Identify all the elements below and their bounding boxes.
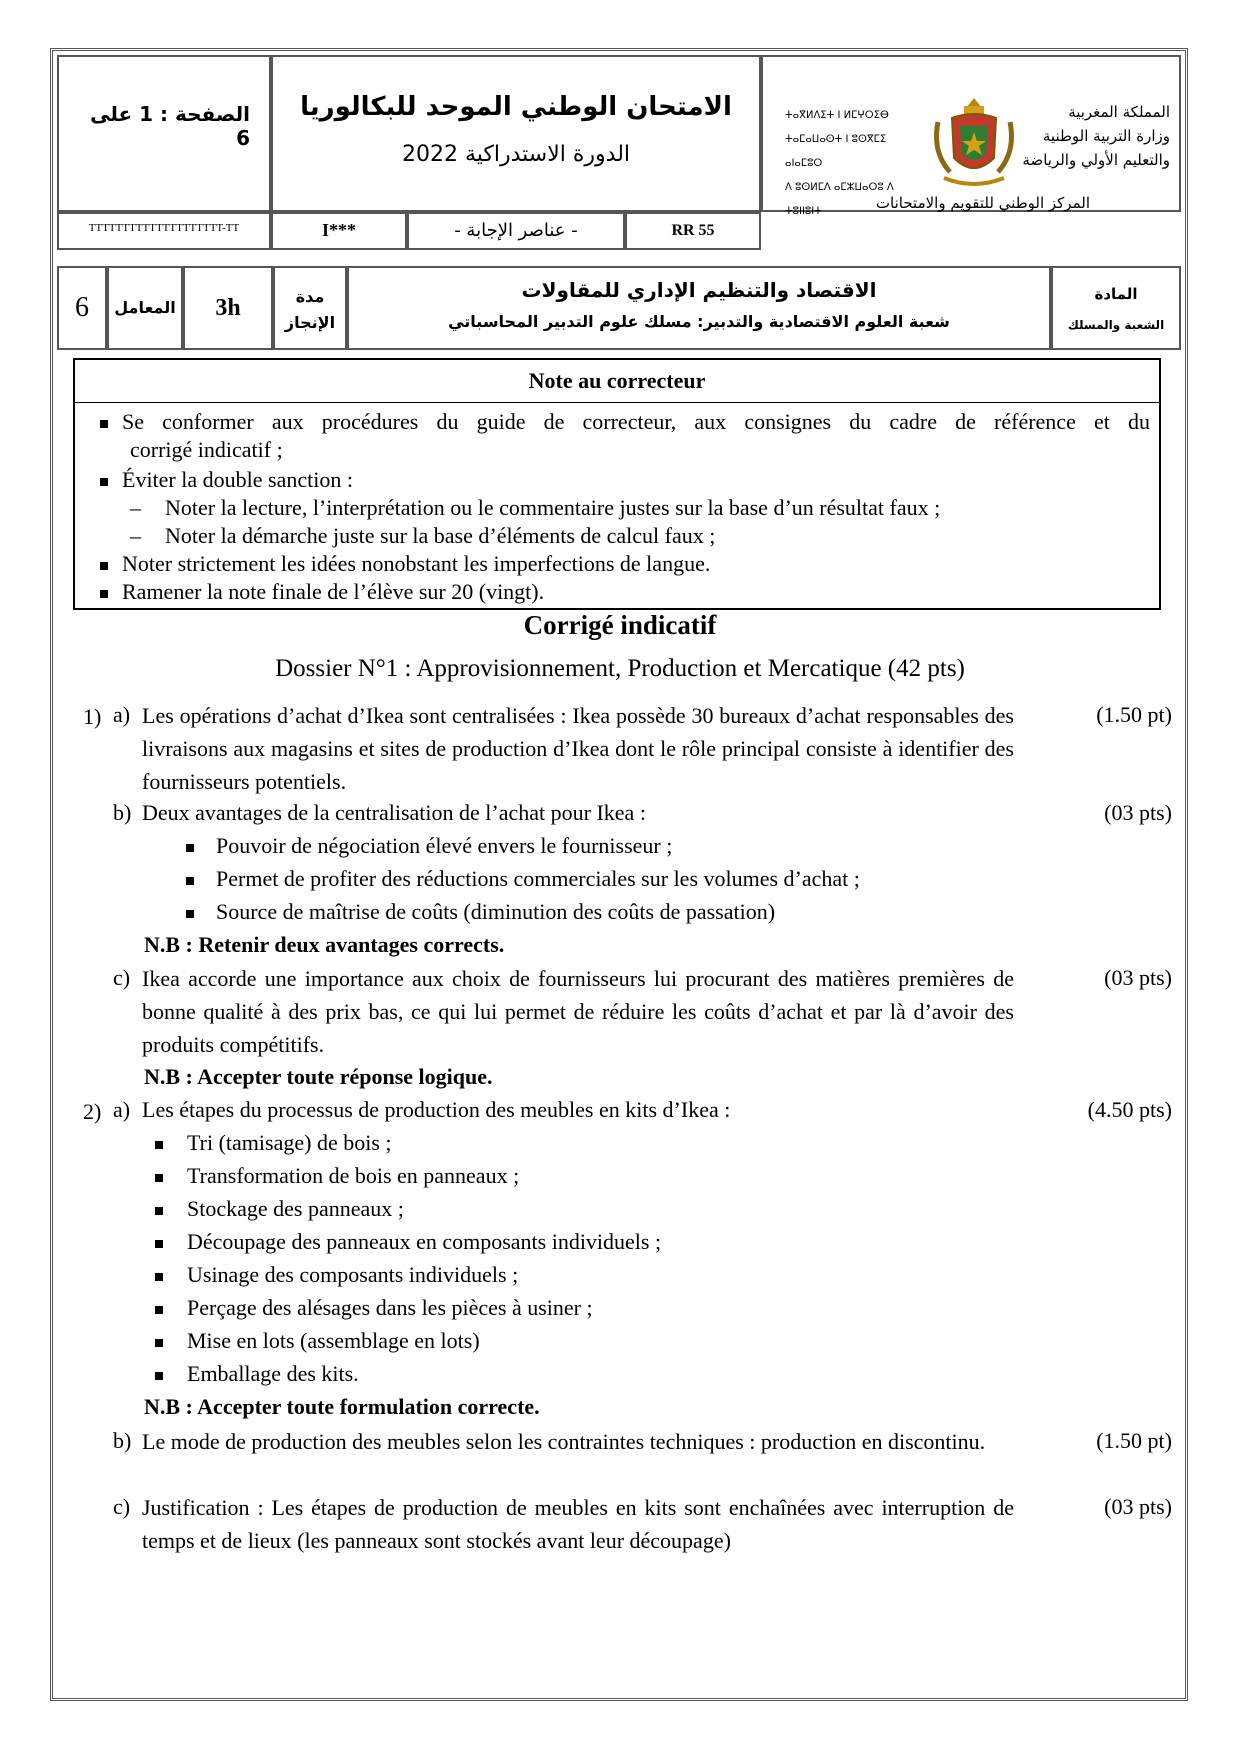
- bullet-icon: [155, 1339, 163, 1347]
- duration-label-1: مدة: [295, 287, 325, 306]
- q2a-item-text: Transformation de bois en panneaux ;: [187, 1163, 520, 1188]
- code-i: I***: [321, 220, 356, 240]
- q2a-item-6: [155, 1293, 593, 1323]
- q2a-item-4: [155, 1227, 661, 1257]
- q2a-item-text: Découpage des panneaux en composants individuels ;: [187, 1229, 662, 1254]
- q1b-item-text: Source de maîtrise de coûts (diminution des coûts de passation): [216, 899, 776, 924]
- note-subitem-2: [130, 522, 715, 550]
- note-subitem-text: Noter la lecture, l’interprétation ou le commentaire justes sur la base d’un résultat faux ;: [165, 495, 941, 520]
- q1a-text: Les opérations d’achat d’Ikea sont centralisées : Ikea possède 30 bureaux d’achat responsables des livraisons aux magasins et sites de production d’Ikea dont le rôle principal consiste à identifier des fournisseurs potentiels.: [142, 703, 1014, 794]
- note-item-text: Ramener la note finale de l’élève sur 20 (vingt).: [122, 579, 545, 604]
- exam-title: الامتحان الوطني الموحد للبكالوريا: [300, 92, 732, 122]
- bullet-icon: [155, 1174, 163, 1182]
- page-label: الصفحة : 1 على 6: [90, 102, 250, 150]
- ministry-center: المركز الوطني للتقويم والامتحانات: [875, 194, 1090, 212]
- q1b-label: b): [113, 800, 132, 825]
- bullet-icon: [155, 1141, 163, 1149]
- q2b-label: b): [113, 1428, 132, 1453]
- q2a-item-3: [155, 1194, 404, 1224]
- q2a-item-text: Mise en lots (assemblage en lots): [187, 1328, 480, 1353]
- q1b-points: (03 pts): [1104, 800, 1172, 825]
- bullet-icon: [100, 420, 108, 428]
- bullet-icon: [100, 478, 108, 486]
- q2a-item-1: [155, 1128, 392, 1158]
- q2c-text: Justification : Les étapes de production de meubles en kits sont enchaînées avec interruption de temps et de lieux (les panneaux sont stockés avant leur découpage): [142, 1495, 1014, 1553]
- ministry-line-1: المملكة المغربية: [1068, 103, 1170, 121]
- q1b-item-2: [186, 864, 860, 894]
- ministry-line-2: وزارة التربية الوطنية: [1042, 127, 1170, 145]
- dash-icon: –: [130, 523, 141, 548]
- q2a-nb: N.B : Accepter toute formulation correcte.: [144, 1394, 540, 1419]
- bullet-icon: [155, 1372, 163, 1380]
- q1b-item-3: [186, 897, 775, 927]
- note-item-1-cont: corrigé indicatif ;: [130, 437, 283, 462]
- q2c-label: c): [113, 1494, 131, 1519]
- note-subitem-1: [130, 494, 940, 522]
- q2a-label: a): [113, 1097, 131, 1122]
- q2a-item-8: [155, 1359, 359, 1389]
- q1c-points: (03 pts): [1104, 965, 1172, 990]
- note-item-2: [100, 466, 353, 494]
- bullet-icon: [100, 562, 108, 570]
- corrige-title: Corrigé indicatif: [523, 610, 717, 640]
- note-item-1: [100, 408, 1150, 436]
- duration-value: 3h: [215, 295, 241, 321]
- coef-value: 6: [75, 292, 89, 323]
- note-item-4: [100, 578, 544, 606]
- bullet-icon: [186, 910, 194, 918]
- tifinagh-line-1: ⵜⴰⴳⵍⴷⵉⵜ ⵏ ⵍⵎⵖⵔⵉⴱ: [785, 110, 889, 121]
- bullet-icon: [155, 1273, 163, 1281]
- q1b-nb: N.B : Retenir deux avantages corrects.: [144, 932, 505, 957]
- bullet-icon: [155, 1207, 163, 1215]
- q1c-nb: N.B : Accepter toute réponse logique.: [144, 1064, 493, 1089]
- ministry-arabic: [1020, 100, 1170, 172]
- royal-emblem-icon: [930, 92, 1018, 192]
- code-rr: RR 55: [671, 222, 715, 239]
- q1a-label: a): [113, 702, 131, 727]
- q1b-text: Deux avantages de la centralisation de l’achat pour Ikea :: [142, 800, 646, 825]
- q2b-text: Le mode de production des meubles selon les contraintes techniques : production en discontinu.: [142, 1429, 986, 1454]
- answer-elements: - عناصر الإجابة -: [454, 220, 578, 241]
- note-item-3: [100, 550, 710, 578]
- note-item-text: Noter strictement les idées nonobstant les imperfections de langue.: [122, 551, 711, 576]
- q2a-item-7: [155, 1326, 480, 1356]
- q2-number: 2): [83, 1099, 102, 1124]
- bullet-icon: [155, 1240, 163, 1248]
- q2a-item-5: [155, 1260, 518, 1290]
- q2c-points: (03 pts): [1104, 1494, 1172, 1519]
- q2a-item-text: Tri (tamisage) de bois ;: [187, 1130, 392, 1155]
- subject-label-cell: [1051, 266, 1181, 350]
- q2a-item-text: Stockage des panneaux ;: [187, 1196, 404, 1221]
- bullet-icon: [186, 844, 194, 852]
- coef-label: المعامل: [114, 298, 176, 317]
- note-item-text: Éviter la double sanction :: [122, 467, 353, 492]
- subject-name: الاقتصاد والتنظيم الإداري للمقاولات: [521, 278, 877, 302]
- note-title: Note au correcteur: [75, 360, 1159, 403]
- q2a-item-text: Emballage des kits.: [187, 1361, 359, 1386]
- q1c-text: Ikea accorde une importance aux choix de fournisseurs lui procurant des matières premières de bonne qualité à des prix bas, ce qui lui permet de réduire les coûts d’achat et par là d’avoir des produits compétitifs.: [142, 966, 1014, 1057]
- q1b-item-text: Pouvoir de négociation élevé envers le fournisseur ;: [216, 833, 673, 858]
- q2a-item-2: [155, 1161, 519, 1191]
- bullet-icon: [155, 1306, 163, 1314]
- branch-label: الشعبة والمسلك: [1067, 318, 1165, 332]
- subject-label: المادة: [1094, 285, 1138, 303]
- q1b-item-text: Permet de profiter des réductions commerciales sur les volumes d’achat ;: [216, 866, 860, 891]
- dash-icon: –: [130, 495, 141, 520]
- q2a-item-text: Perçage des alésages dans les pièces à usiner ;: [187, 1295, 593, 1320]
- q2a-item-text: Usinage des composants individuels ;: [187, 1262, 519, 1287]
- bullet-icon: [186, 877, 194, 885]
- tifinagh-line-2: ⵜⴰⵎⴰⵡⴰⵙⵜ ⵏ ⵓⵙⴳⵎⵉ ⴰⵏⴰⵎⵓⵔ: [785, 134, 887, 169]
- note-subitem-text: Noter la démarche juste sur la base d’éléments de calcul faux ;: [165, 523, 716, 548]
- q1c-label: c): [113, 965, 131, 990]
- header-title-cell: [271, 55, 761, 212]
- q2a-text: Les étapes du processus de production des meubles en kits d’Ikea :: [142, 1097, 731, 1122]
- bullet-icon: [100, 590, 108, 598]
- branch-name: شعبة العلوم الاقتصادية والتدبير: مسلك علوم التدبير المحاسباتي: [448, 312, 950, 331]
- q1b-item-1: [186, 831, 672, 861]
- note-item-text: Se conformer aux procédures du guide de correcteur, aux consignes du cadre de référence et du: [122, 409, 1150, 434]
- q2b-points: (1.50 pt): [1096, 1428, 1172, 1453]
- exam-session: الدورة الاستدراكية 2022: [401, 142, 631, 167]
- q1a-points: (1.50 pt): [1096, 702, 1172, 727]
- duration-label: [273, 284, 347, 336]
- ministry-line-3: والتعليم الأولي والرياضة: [1022, 151, 1170, 169]
- q1-number: 1): [83, 704, 102, 729]
- tifinagh-line-3: ⴷ ⵓⵙⵍⵎⴷ ⴰⵎⵣⵡⴰⵔⵓ ⴷ ⵜⵓⵏⵏⵓⵏⵜ: [785, 182, 894, 217]
- code-strip: TTTTTTTTTTTTTTTTTTTT-TT: [88, 222, 240, 234]
- duration-label-2: الإنجاز: [284, 313, 336, 332]
- dossier-title: Dossier N°1 : Approvisionnement, Production et Mercatique (42 pts): [275, 655, 965, 682]
- q2a-points: (4.50 pts): [1087, 1097, 1172, 1122]
